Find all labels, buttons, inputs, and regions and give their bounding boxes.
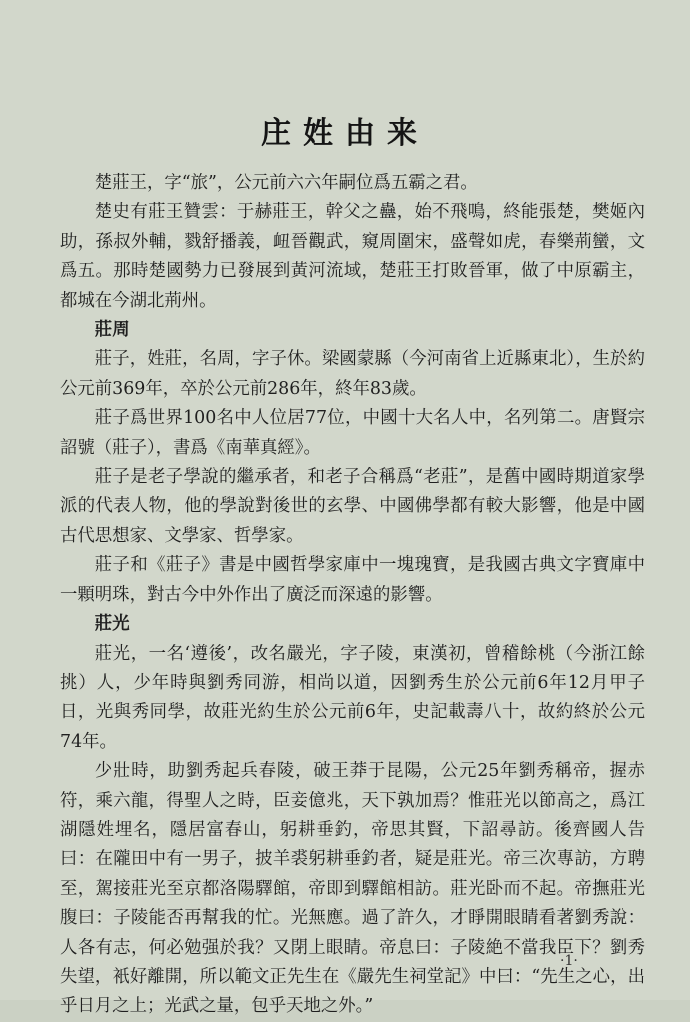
paragraph: 莊子是老子學說的繼承者，和老子合稱爲“老莊”，是舊中國時期道家學派的代表人物，他的學說對後世的玄學、中國佛學都有較大影響，他是中國古代思想家、文學家、哲學家。: [60, 467, 645, 546]
main-text: [60, 169, 645, 1022]
page-title: 庄姓由来: [261, 116, 429, 151]
paragraph: 楚史有莊王贊雲：于赫莊王，幹父之蠱，始不飛鳴，終能張楚，樊姬內助，孫叔外輔，戮舒播義，衄晉觀武，窺周圍宋，盛聲如虎，春樂荊蠻，文爲五。那時楚國勢力已發展到黃河流域，楚莊王打敗晉軍，做了中原霸主，都城在今湖北荊州。: [60, 202, 645, 311]
paragraph: 楚莊王，字“旅”，公元前六六年嗣位爲五霸之君。: [94, 173, 478, 193]
paragraph: 莊光，一名‘遵後’，改名嚴光，字子陵，東漢初，曾稽餘桃（今浙江餘挑）人，少年時與劉秀同游，相尚以道，因劉秀生於公元前6年12月甲子日，光與秀同學，故莊光約生於公元前6年，史記載壽八十，故約終於公元74年。: [60, 643, 645, 752]
paragraph: 少壯時，助劉秀起兵春陵，破王莽于昆陽，公元25年劉秀稱帝，握赤符，乘六龍，得聖人之時，臣妾億兆，天下孰加焉？惟莊光以節高之，爲江湖隱姓埋名，隱居富春山，躬耕垂釣，帝思其賢，下詔尋訪。後齊國人告曰：在隴田中有一男子，披羊裘躬耕垂釣者，疑是莊光。帝三次專訪，方聘至，駕接莊光至京都洛陽驛館，帝即到驛館相訪。莊光卧而不起。帝撫莊光腹曰：子陵能否再幫我的忙。光無應。過了許久，才睜開眼睛看著劉秀說：人各有志，何必勉强於我？又閉上眼睛。帝息曰：子陵絶不當我臣下？劉秀失望，衹好離開，所以範文正先生在《嚴先生祠堂記》中曰：“先生之心，出乎日月之上；光武之量，包乎天地之外。”: [60, 761, 645, 1017]
paragraph: 莊子，姓莊，名周，字子休。梁國蒙縣（今河南省上近縣東北），生於約公元前369年，卒於公元前286年，終年83歲。: [60, 349, 645, 399]
paragraph: 莊子和《莊子》書是中國哲學家庫中一塊瑰寶，是我國古典文字寶庫中一顆明珠，對古今中外作出了廣泛而深遠的影響。: [60, 555, 645, 605]
section-heading-zhuang-zhou: 莊周: [94, 320, 130, 341]
paragraph: 莊子爲世界100名中人位居77位，中國十大名人中，名列第二。唐賢宗詔號（莊子），書爲《南華真經》。: [60, 408, 645, 458]
page-number: ·1·: [560, 953, 578, 969]
section-heading-zhuang-guang: 莊光: [94, 614, 130, 635]
